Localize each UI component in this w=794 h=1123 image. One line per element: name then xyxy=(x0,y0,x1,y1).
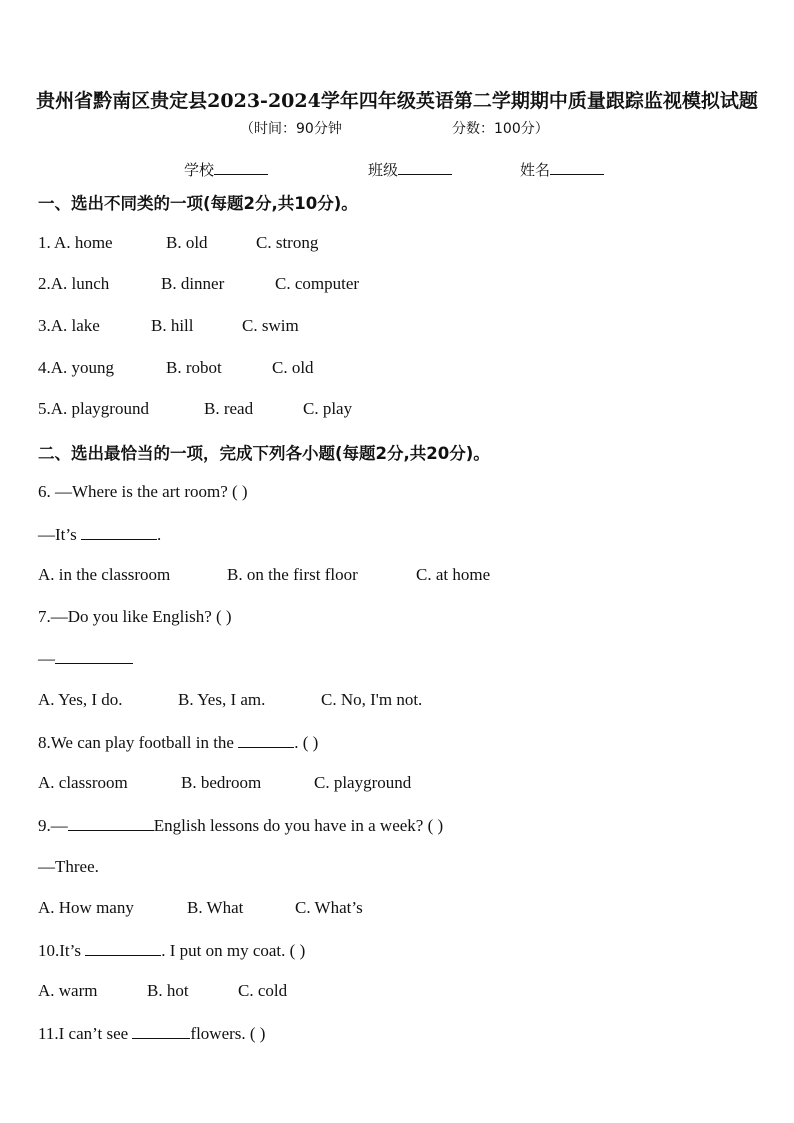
q10-stem-prefix: 10.It’s xyxy=(38,941,81,960)
question-8-options xyxy=(38,773,411,793)
q7-option-b: B. Yes, I am. xyxy=(178,690,266,709)
class-field[interactable] xyxy=(368,159,452,180)
question-9-answer: —Three. xyxy=(38,857,99,876)
question-7-options xyxy=(38,690,422,710)
question-4 xyxy=(38,358,314,378)
q6-answer-blank[interactable] xyxy=(81,524,157,540)
q3-option-c: C. swim xyxy=(242,316,299,335)
q7-option-c: C. No, I'm not. xyxy=(321,690,423,709)
q4-option-c: C. old xyxy=(272,358,314,377)
q9-stem-suffix: English lessons do you have in a week? ( ) xyxy=(153,816,444,835)
name-field[interactable] xyxy=(520,159,604,180)
section-title-2: 二、选出最恰当的一项，完成下列各小题(每题2分,共20分)。 xyxy=(38,444,490,463)
q9-answer-blank[interactable] xyxy=(68,815,154,831)
q10-answer-blank[interactable] xyxy=(85,940,161,956)
exam-time: （时间：90分钟 xyxy=(240,121,342,137)
question-9-options xyxy=(38,898,363,918)
q6-option-b: B. on the first floor xyxy=(227,565,358,584)
school-label: 学校 xyxy=(184,161,215,179)
q4-option-a: 4.A. young xyxy=(38,358,115,377)
q10-option-b: B. hot xyxy=(147,981,189,1000)
q2-option-b: B. dinner xyxy=(161,274,225,293)
q8-stem-prefix: 8.We can play football in the xyxy=(38,733,234,752)
q2-option-a: 2.A. lunch xyxy=(38,274,110,293)
q5-option-a: 5.A. playground xyxy=(38,399,149,418)
school-field[interactable] xyxy=(184,159,268,180)
q10-option-c: C. cold xyxy=(238,981,288,1000)
q6-answer-suffix: . xyxy=(156,525,162,544)
question-10-options xyxy=(38,981,287,1001)
question-11-stem xyxy=(38,1023,265,1044)
question-10-stem xyxy=(38,940,305,961)
q8-option-a: A. classroom xyxy=(38,773,128,792)
q8-option-c: C. playground xyxy=(314,773,412,792)
question-6-options xyxy=(38,565,490,585)
q9-stem-prefix: 9.— xyxy=(38,816,68,835)
q7-answer-blank[interactable] xyxy=(55,648,133,664)
question-6-stem: 6. —Where is the art room? ( ) xyxy=(38,482,248,501)
question-1 xyxy=(38,233,318,253)
exam-score: 分数：100分） xyxy=(452,121,549,137)
question-8-stem xyxy=(38,732,318,753)
name-blank[interactable] xyxy=(550,160,604,175)
q6-option-c: C. at home xyxy=(416,565,491,584)
q5-option-b: B. read xyxy=(204,399,254,418)
class-label: 班级 xyxy=(368,161,399,179)
q9-option-c: C. What’s xyxy=(295,898,363,917)
question-6-answer xyxy=(38,524,161,545)
class-blank[interactable] xyxy=(398,160,452,175)
q8-option-b: B. bedroom xyxy=(181,773,262,792)
page-title: 贵州省黔南区贵定县2023-2024学年四年级英语第二学期期中质量跟踪监视模拟试题 xyxy=(36,90,758,112)
q3-option-b: B. hill xyxy=(151,316,194,335)
section-title-1: 一、选出不同类的一项(每题2分,共10分)。 xyxy=(38,194,358,213)
q11-answer-blank[interactable] xyxy=(132,1023,190,1039)
question-9-stem xyxy=(38,815,443,836)
q6-answer-prefix: —It’s xyxy=(38,525,77,544)
q2-option-c: C. computer xyxy=(275,274,360,293)
q7-answer-prefix: — xyxy=(38,649,55,668)
q4-option-b: B. robot xyxy=(166,358,222,377)
q10-option-a: A. warm xyxy=(38,981,98,1000)
name-label: 姓名 xyxy=(520,161,551,179)
q1-option-b: B. old xyxy=(166,233,208,252)
q3-option-a: 3.A. lake xyxy=(38,316,100,335)
q8-stem-suffix: . ( ) xyxy=(294,733,319,752)
q10-stem-suffix: . I put on my coat. ( ) xyxy=(161,941,306,960)
q9-option-b: B. What xyxy=(187,898,244,917)
q7-option-a: A. Yes, I do. xyxy=(38,690,123,709)
question-7-answer xyxy=(38,648,133,669)
question-5 xyxy=(38,399,352,419)
q9-option-a: A. How many xyxy=(38,898,134,917)
school-blank[interactable] xyxy=(214,160,268,175)
q1-option-a: 1. A. home xyxy=(38,233,113,252)
question-3 xyxy=(38,316,299,336)
q11-stem-suffix: flowers. ( ) xyxy=(190,1024,266,1043)
question-7-stem: 7.—Do you like English? ( ) xyxy=(38,607,232,626)
q6-option-a: A. in the classroom xyxy=(38,565,171,584)
q8-answer-blank[interactable] xyxy=(238,732,294,748)
q11-stem-prefix: 11.I can’t see xyxy=(38,1024,129,1043)
question-2 xyxy=(38,274,359,294)
q1-option-c: C. strong xyxy=(256,233,319,252)
q5-option-c: C. play xyxy=(303,399,353,418)
